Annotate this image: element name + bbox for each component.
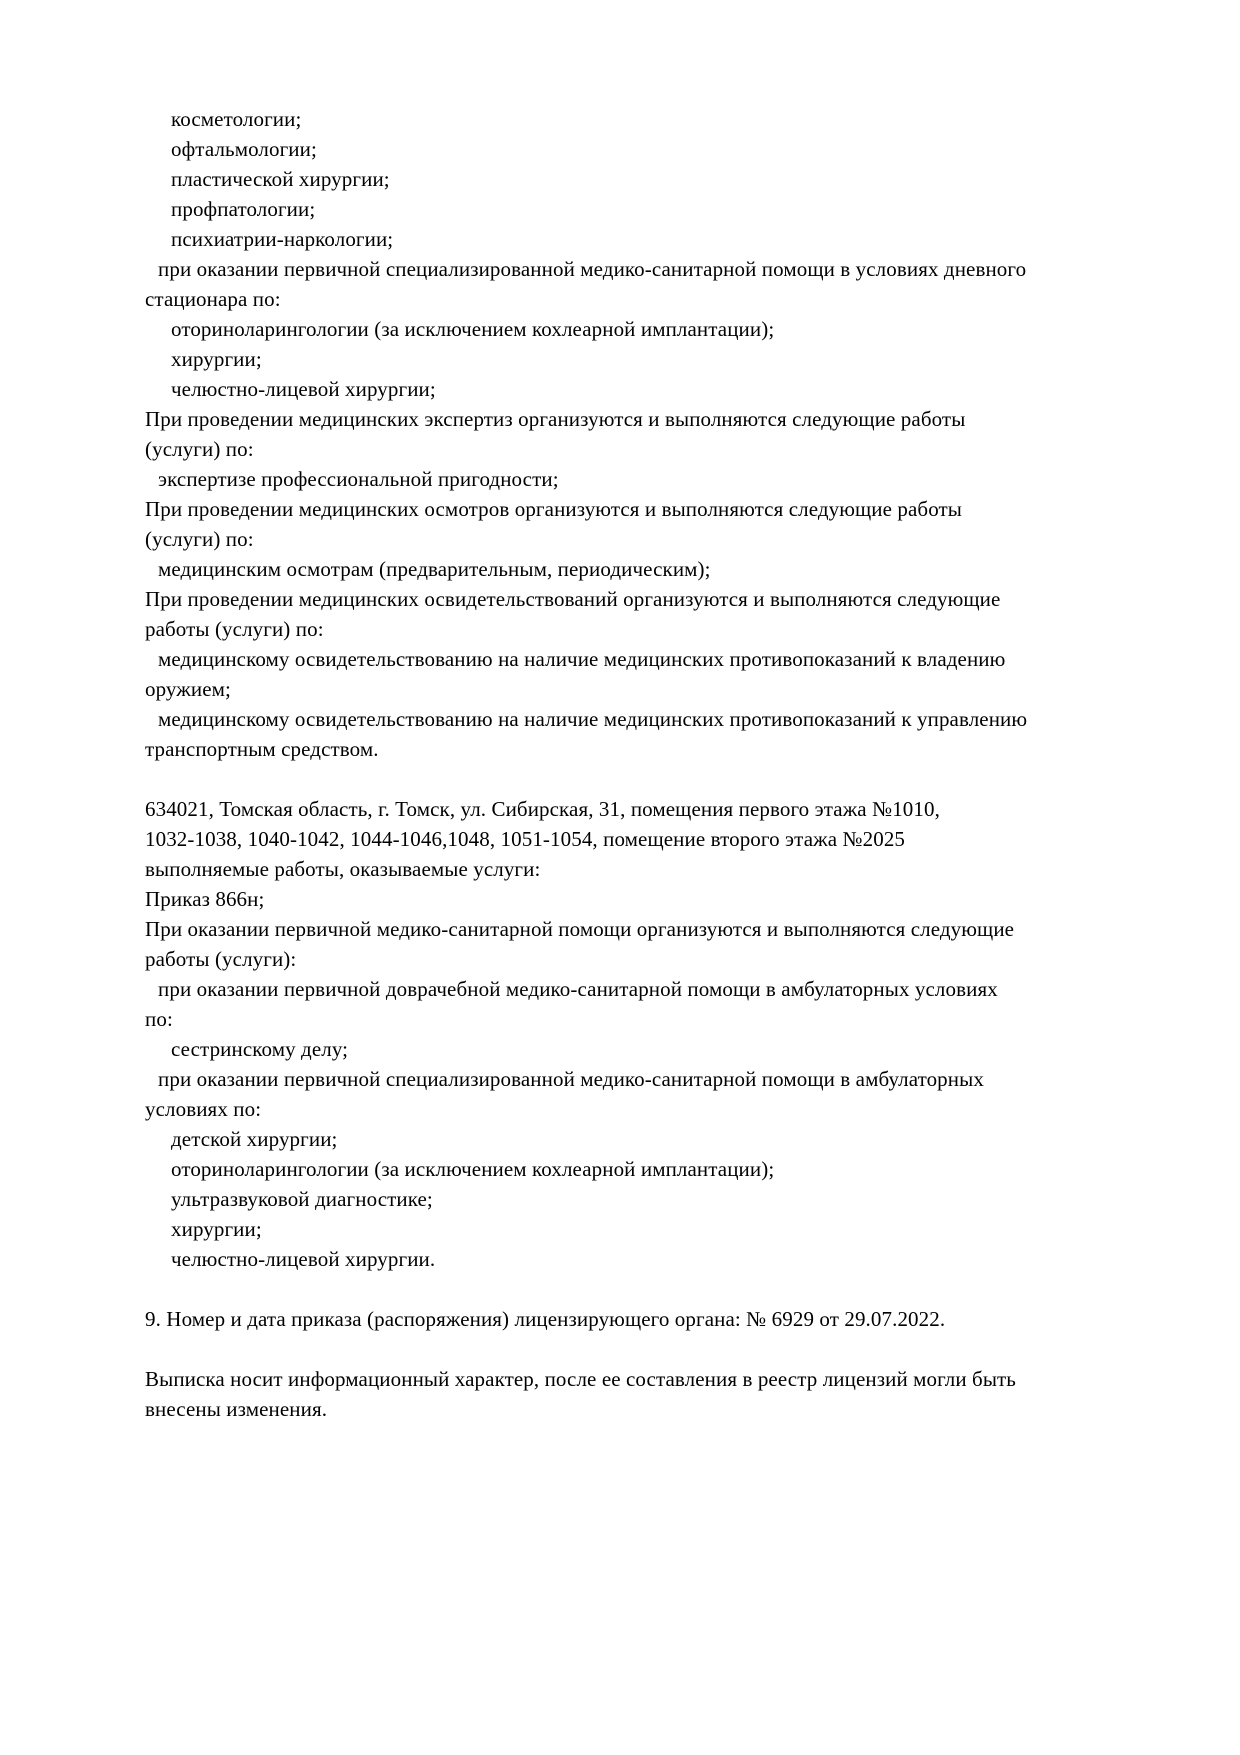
doc-line: медицинским осмотрам (предварительным, периодическим); [158, 557, 711, 581]
address-line: 634021, Томская область, г. Томск, ул. Сибирская, 31, помещения первого этажа №1010, [145, 797, 940, 821]
doc-line: При проведении медицинских осмотров организуются и выполняются следующие работы [145, 497, 963, 521]
doc-line: При проведении медицинских освидетельствований организуются и выполняются следующие [145, 587, 1001, 611]
address-line: 1032-1038, 1040-1042, 1044-1046,1048, 1051-1054, помещение второго этажа №2025 [145, 827, 906, 851]
doc-line: (услуги) по: [145, 527, 254, 551]
works-services-section [145, 104, 1122, 764]
doc-line: оториноларингологии (за исключением кохлеарной имплантации); [171, 1157, 775, 1181]
disclaimer-paragraph [145, 1364, 1122, 1424]
disclaimer-line: внесены изменения. [145, 1397, 328, 1421]
doc-line: офтальмологии; [171, 137, 317, 161]
doc-line: работы (услуги) по: [145, 617, 324, 641]
doc-line: хирургии; [171, 347, 262, 371]
doc-line: ультразвуковой диагностике; [171, 1187, 433, 1211]
doc-line: экспертизе профессиональной пригодности; [158, 467, 559, 491]
doc-line: При проведении медицинских экспертиз организуются и выполняются следующие работы [145, 407, 966, 431]
order-number-paragraph [145, 1304, 1122, 1334]
doc-line: при оказании первичной специализированной медико-санитарной помощи в условиях дневного [158, 257, 1027, 281]
doc-line: при оказании первичной специализированной медико-санитарной помощи в амбулаторных [158, 1067, 984, 1091]
doc-line: по: [145, 1007, 173, 1031]
doc-line: косметологии; [171, 107, 302, 131]
doc-line: профпатологии; [171, 197, 316, 221]
order-ref-line: Приказ 866н; [145, 887, 265, 911]
doc-line: оружием; [145, 677, 231, 701]
doc-line: транспортным средством. [145, 737, 379, 761]
doc-line: челюстно-лицевой хирургии. [171, 1247, 436, 1271]
doc-line: челюстно-лицевой хирургии; [171, 377, 436, 401]
disclaimer-line: Выписка носит информационный характер, после ее составления в реестр лицензий могли быть [145, 1367, 1016, 1391]
doc-line: психиатрии-наркологии; [171, 227, 394, 251]
doc-line: при оказании первичной доврачебной медико-санитарной помощи в амбулаторных условиях [158, 977, 998, 1001]
doc-line: (услуги) по: [145, 437, 254, 461]
address-works-section [145, 794, 1122, 1274]
doc-line: оториноларингологии (за исключением кохлеарной имплантации); [171, 317, 775, 341]
doc-line: детской хирургии; [171, 1127, 338, 1151]
doc-line: работы (услуги): [145, 947, 297, 971]
doc-line: медицинскому освидетельствованию на наличие медицинских противопоказаний к управлению [158, 707, 1028, 731]
order-number-line: 9. Номер и дата приказа (распоряжения) лицензирующего органа: № 6929 от 29.07.2022. [145, 1307, 946, 1331]
doc-line: пластической хирургии; [171, 167, 390, 191]
doc-line: стационара по: [145, 287, 281, 311]
doc-line: При оказании первичной медико-санитарной помощи организуются и выполняются следующие [145, 917, 1015, 941]
doc-line: выполняемые работы, оказываемые услуги: [145, 857, 541, 881]
doc-line: условиях по: [145, 1097, 262, 1121]
doc-line: сестринскому делу; [171, 1037, 349, 1061]
doc-line: хирургии; [171, 1217, 262, 1241]
doc-line: медицинскому освидетельствованию на наличие медицинских противопоказаний к владению [158, 647, 1006, 671]
